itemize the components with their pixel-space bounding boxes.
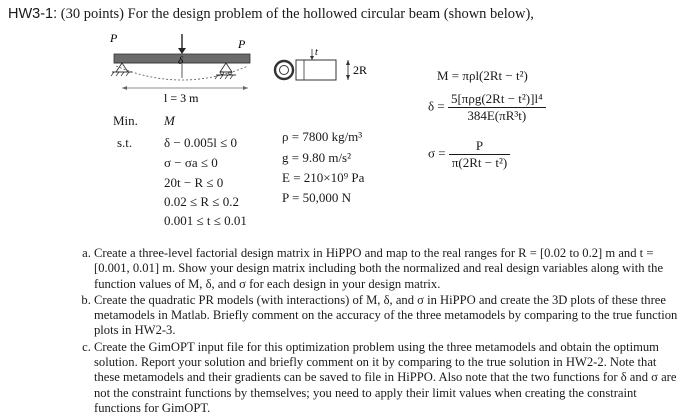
constraint-1: δ − 0.005l ≤ 0 — [164, 135, 237, 150]
parameter-gravity: g = 9.80 m/s² — [282, 150, 352, 165]
length-label: l = 3 m — [164, 91, 199, 105]
wall-thickness-box — [296, 60, 336, 80]
stress-formula — [428, 138, 510, 171]
radius-label: 2R — [353, 63, 368, 77]
problem-header — [8, 6, 534, 23]
problem-intro: (30 points) For the design problem of the hollowed circular beam (shown below), — [60, 6, 534, 22]
thickness-label: t — [315, 47, 318, 58]
deflection-fraction — [448, 91, 546, 124]
mass-formula: M = πρl(2Rt − t²) — [437, 68, 528, 83]
load-left-label: P — [110, 31, 118, 45]
task-a: a. Create a three-level factorial design matrix in HiPPO and map to the real ranges for R = [0.02 to 0.2] m and t = [0.001, 0.01] m. Show your design matrix including both the normalized and real design variables along with the function values of M, δ, and σ for each design in your design matrix. — [94, 246, 678, 292]
deflection-lhs: δ = — [428, 98, 445, 114]
deflection-denominator: 384E(πR³t) — [467, 108, 527, 123]
deflection-formula — [428, 91, 546, 124]
tube-outer-ring — [275, 61, 293, 79]
objective-label: Min. — [113, 113, 138, 128]
constraint-5: 0.001 ≤ t ≤ 0.01 — [164, 213, 247, 228]
parameter-modulus: E = 210×10⁹ Pa — [282, 170, 365, 185]
constraint-2: σ − σa ≤ 0 — [164, 155, 218, 170]
task-c: c. Create the GimOPT input file for this optimization problem using the three metamodels and obtain the optimum solution. Report your solution and briefly comment on it by comparing to the true solution in HW2-2. Note that these metamodels and their gradients can be saved to file in HiPPO. Also note that the two functions for δ and σ are not the constraint functions by themselves; you need to apply their limit values when creating the constraint functions for GimOPT. — [94, 340, 678, 416]
constraint-3: 20t − R ≤ 0 — [164, 175, 224, 190]
beam-diagram — [100, 30, 270, 110]
load-arrowhead — [178, 48, 186, 54]
stress-numerator: P — [449, 138, 510, 155]
stress-lhs: σ = — [428, 145, 446, 161]
parameter-density: ρ = 7800 kg/m³ — [282, 129, 363, 144]
stress-denominator: π(2Rt − t²) — [451, 155, 508, 170]
deflection-label: δ — [178, 55, 184, 67]
objective-value: M — [164, 113, 175, 128]
task-b: b. Create the quadratic PR models (with interactions) of M, δ, and σ in HiPPO and create the 3D plots of these three metamodels in Matlab. Briefly comment on the accuracy of the three metamodels by comparing to the true function plots in HW2-3. — [94, 293, 678, 339]
deflection-numerator: 5[πρg(2Rt − t²)]l⁴ — [448, 91, 546, 108]
parameter-load: P = 50,000 N — [282, 190, 351, 205]
cross-section-diagram — [272, 46, 387, 86]
stress-fraction — [449, 138, 510, 171]
problem-id: HW3-1: — [8, 6, 58, 22]
load-right-label: P — [238, 37, 246, 51]
constraint-4: 0.02 ≤ R ≤ 0.2 — [164, 194, 239, 209]
subject-to-label: s.t. — [117, 135, 133, 150]
tube-inner-ring — [280, 66, 289, 75]
task-list — [76, 246, 678, 417]
right-support-icon — [220, 63, 232, 72]
left-support-icon — [116, 63, 128, 72]
